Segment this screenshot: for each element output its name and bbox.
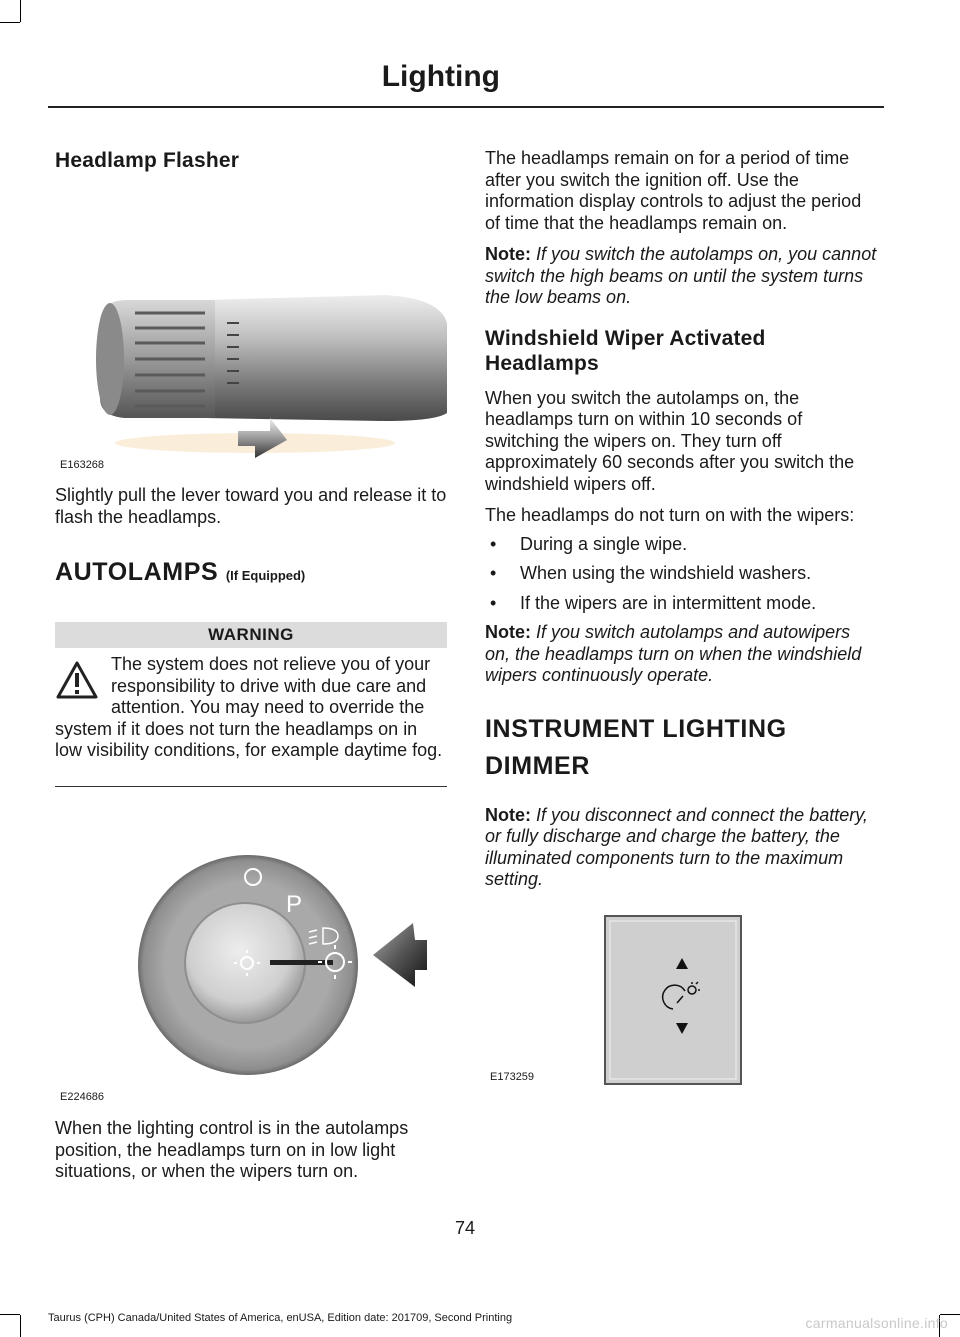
warning-triangle-icon xyxy=(55,660,99,700)
instrument-dimmer-heading xyxy=(485,711,877,785)
note-battery xyxy=(485,805,877,891)
warning-label: WARNING xyxy=(55,622,447,648)
autolamps-heading xyxy=(55,556,447,592)
instrument-dimmer-heading-line1: INSTRUMENT LIGHTING xyxy=(485,714,787,743)
note-label: Note: xyxy=(485,622,531,642)
wiper-headlamps-heading: Windshield Wiper Activated Headlamps xyxy=(485,326,766,375)
crop-mark xyxy=(20,1315,21,1337)
list-item: • When using the windshield washers. xyxy=(485,563,877,585)
turn-signal-lever-illustration xyxy=(55,173,447,463)
figure-code: E163268 xyxy=(60,459,105,471)
page-number: 74 xyxy=(454,1218,476,1238)
headlamp-flasher-text: Slightly pull the lever toward you and release it to flash the headlamps. xyxy=(55,485,447,527)
footer-text: Taurus (CPH) Canada/United States of America, enUSA, Edition date: 201709, Second Printing xyxy=(48,1312,513,1324)
lighting-control-knob-illustration xyxy=(55,795,447,1100)
page-title: Lighting xyxy=(381,60,500,93)
note-text: If you switch autolamps and autowipers on, the headlamps turn on when the windshield wipers continuously operate. xyxy=(485,622,862,685)
warning-box xyxy=(55,654,447,786)
figure-code: E173259 xyxy=(490,1070,535,1083)
warning-divider xyxy=(55,786,447,788)
lighting-control-figure xyxy=(55,795,447,1103)
left-column xyxy=(55,140,447,1183)
crop-mark xyxy=(0,1314,20,1315)
headlamp-flasher-figure xyxy=(55,173,447,471)
note-text: If you disconnect and connect the battery, or fully discharge and charge the battery, the illuminated components turn to the maximum setting. xyxy=(485,804,868,889)
note-autowipers xyxy=(485,622,877,687)
wipers-exceptions-list xyxy=(485,534,877,615)
crop-mark xyxy=(20,0,21,22)
crop-mark xyxy=(0,22,20,23)
headlamps-remain-text: The headlamps remain on for a period of time after you switch the ignition off. Use the information display controls to adjust the period of time that the headlamps remain on. xyxy=(485,148,862,233)
autolamps-heading-text: AUTOLAMPS xyxy=(55,558,219,586)
wiper-headlamps-text: When you switch the autolamps on, the headlamps turn on within 10 seconds of switching the wipers on. They turn off approximately 60 seconds after you switch the windshield wipers off. xyxy=(485,387,855,494)
pointer-arrow-icon xyxy=(373,923,427,987)
list-item: • If the wipers are in intermittent mode. xyxy=(485,593,877,615)
note-label: Note: xyxy=(485,804,531,825)
watermark: carmanualsonline.info xyxy=(805,1315,948,1331)
warning-text: The system does not relieve you of your responsibility to drive with due care and attention. You may need to override the system if it does not turn the headlamps on in low visibility conditions, for example daytime fog. xyxy=(55,654,443,760)
instrument-dimmer-heading-line2: DIMMER xyxy=(485,751,590,780)
dimmer-switch-figure xyxy=(485,911,877,1096)
dimmer-switch-illustration xyxy=(485,911,877,1096)
note-text: If you switch the autolamps on, you cannot switch the high beams on until the system turns the low beams on. xyxy=(485,244,877,307)
figure-code: E224686 xyxy=(60,1091,105,1103)
note-high-beams xyxy=(485,244,877,309)
note-label: Note: xyxy=(485,244,531,264)
autolamps-text: When the lighting control is in the autolamps position, the headlamps turn on in low light situations, or when the wipers turn on. xyxy=(55,1118,409,1181)
parking-lamp-icon: P xyxy=(286,891,303,918)
autolamps-heading-suffix: (If Equipped) xyxy=(225,568,306,583)
header-divider xyxy=(48,106,884,108)
list-item: • During a single wipe. xyxy=(485,534,877,556)
headlamp-flasher-heading: Headlamp Flasher xyxy=(55,149,240,172)
right-column xyxy=(485,140,877,1096)
wipers-exceptions-intro: The headlamps do not turn on with the wipers: xyxy=(485,505,855,525)
